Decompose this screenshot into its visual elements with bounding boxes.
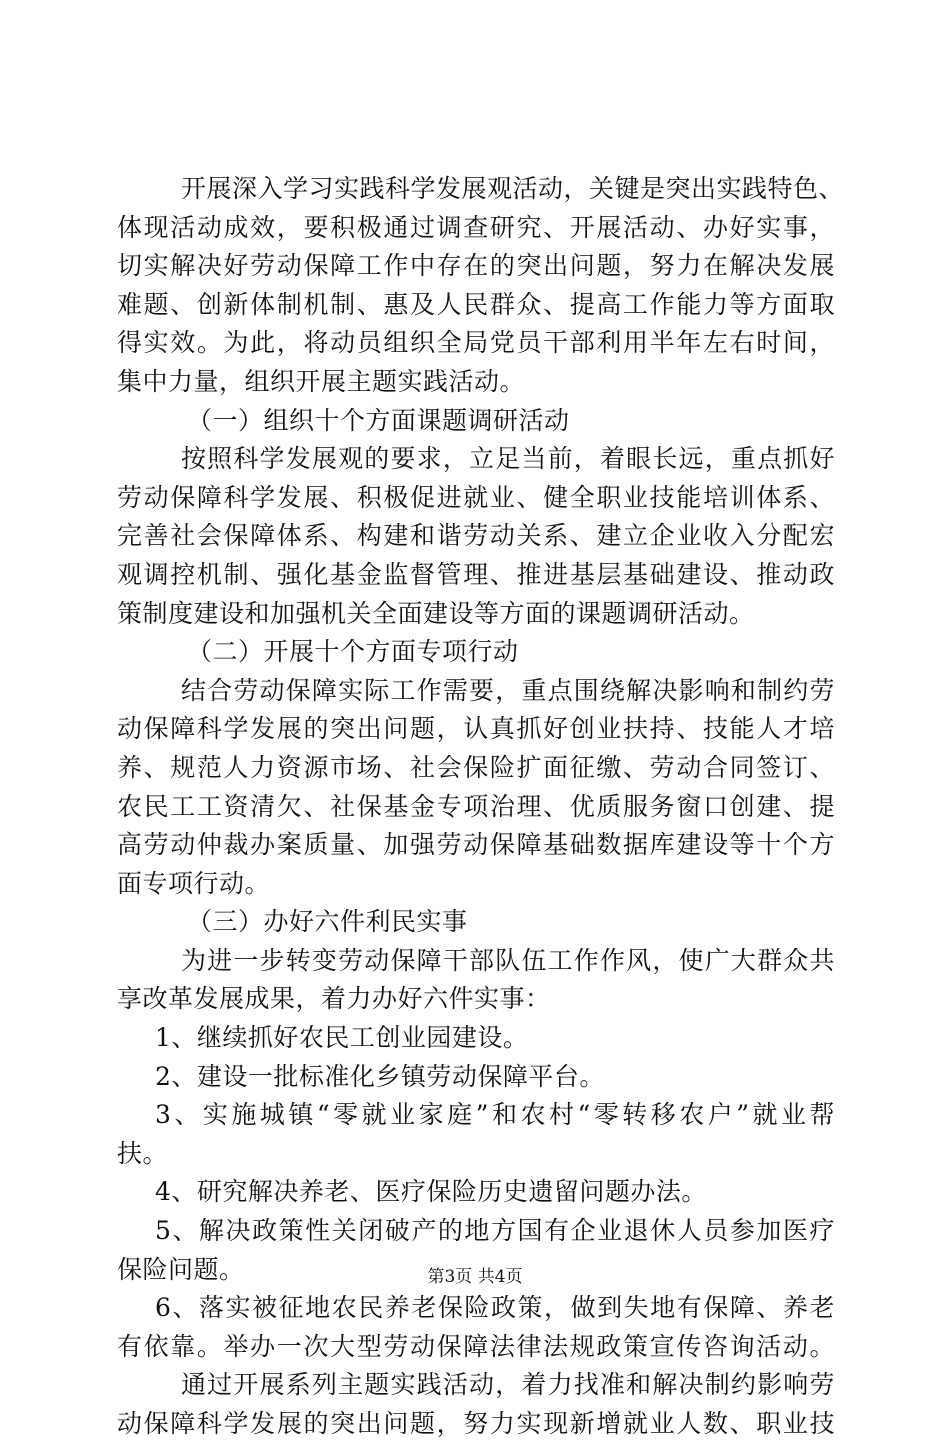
text-line: 有依靠。举办一次大型劳动保障法律法规政策宣传咨询活动。 [117, 1331, 835, 1361]
text-line: 劳动保障科学发展、积极促进就业、健全职业技能培训体系、 [117, 482, 835, 512]
section-heading: （三）办好六件利民实事 [187, 907, 468, 937]
text-line: 通过开展系列主题实践活动，着力找准和解决制约影响劳 [181, 1370, 835, 1400]
text-line: 高劳动仲裁办案质量、加强劳动保障基础数据库建设等十个方 [117, 830, 835, 860]
section-heading: （一）组织十个方面课题调研活动 [187, 405, 570, 435]
text-line: 农民工工资清欠、社保基金专项治理、优质服务窗口创建、提 [117, 791, 835, 821]
text-line: 按照科学发展观的要求，立足当前，着眼长远，重点抓好 [181, 444, 835, 474]
text-line: 切实解决好劳动保障工作中存在的突出问题，努力在解决发展 [117, 251, 835, 281]
text-line: 观调控机制、强化基金监督管理、推进基层基础建设、推动政 [117, 559, 835, 589]
text-line: 养、规范人力资源市场、社会保险扩面征缴、劳动合同签订、 [117, 752, 835, 782]
list-item: 2、建设一批标准化乡镇劳动保障平台。 [155, 1061, 605, 1091]
text-line: 完善社会保障体系、构建和谐劳动关系、建立企业收入分配宏 [117, 521, 835, 551]
text-line: 扶。 [117, 1138, 169, 1168]
text-line: 为进一步转变劳动保障干部队伍工作作风，使广大群众共 [181, 945, 835, 975]
text-line: 动保障科学发展的突出问题，认真抓好创业扶持、技能人才培 [117, 714, 835, 744]
text-line: 集中力量，组织开展主题实践活动。 [117, 366, 526, 396]
text-line: 体现活动成效，要积极通过调查研究、开展活动、办好实事， [117, 212, 835, 242]
text-line: 动保障科学发展的突出问题，努力实现新增就业人数、职业技 [117, 1409, 835, 1438]
text-line: 保险问题。 [117, 1254, 245, 1284]
text-line: 享改革发展成果，着力办好六件实事： [117, 984, 551, 1014]
text-line: 开展深入学习实践科学发展观活动，关键是突出实践特色、 [181, 174, 845, 203]
list-item: 5、解决政策性关闭破产的地方国有企业退休人员参加医疗 [155, 1216, 835, 1246]
page-number: 第3页 共4页 [427, 1267, 523, 1287]
text-line: 难题、创新体制机制、惠及人民群众、提高工作能力等方面取 [117, 289, 835, 319]
list-item: 1、继续抓好农民工创业园建设。 [155, 1023, 529, 1053]
list-item: 6、落实被征地农民养老保险政策，做到失地有保障、养老 [155, 1293, 835, 1323]
text-line: 结合劳动保障实际工作需要，重点围绕解决影响和制约劳 [181, 675, 835, 705]
text-line: 面专项行动。 [117, 868, 271, 898]
list-item: 4、研究解决养老、医疗保险历史遗留问题办法。 [155, 1177, 707, 1207]
text-line: 策制度建设和加强机关全面建设等方面的课题调研活动。 [117, 598, 755, 628]
list-item: 3、实施城镇“零就业家庭”和农村“零转移农户”就业帮 [155, 1100, 835, 1130]
section-heading: （二）开展十个方面专项行动 [187, 637, 519, 667]
text-line: 得实效。为此，将动员组织全局党员干部利用半年左右时间， [117, 328, 835, 358]
body-text [117, 170, 845, 1444]
